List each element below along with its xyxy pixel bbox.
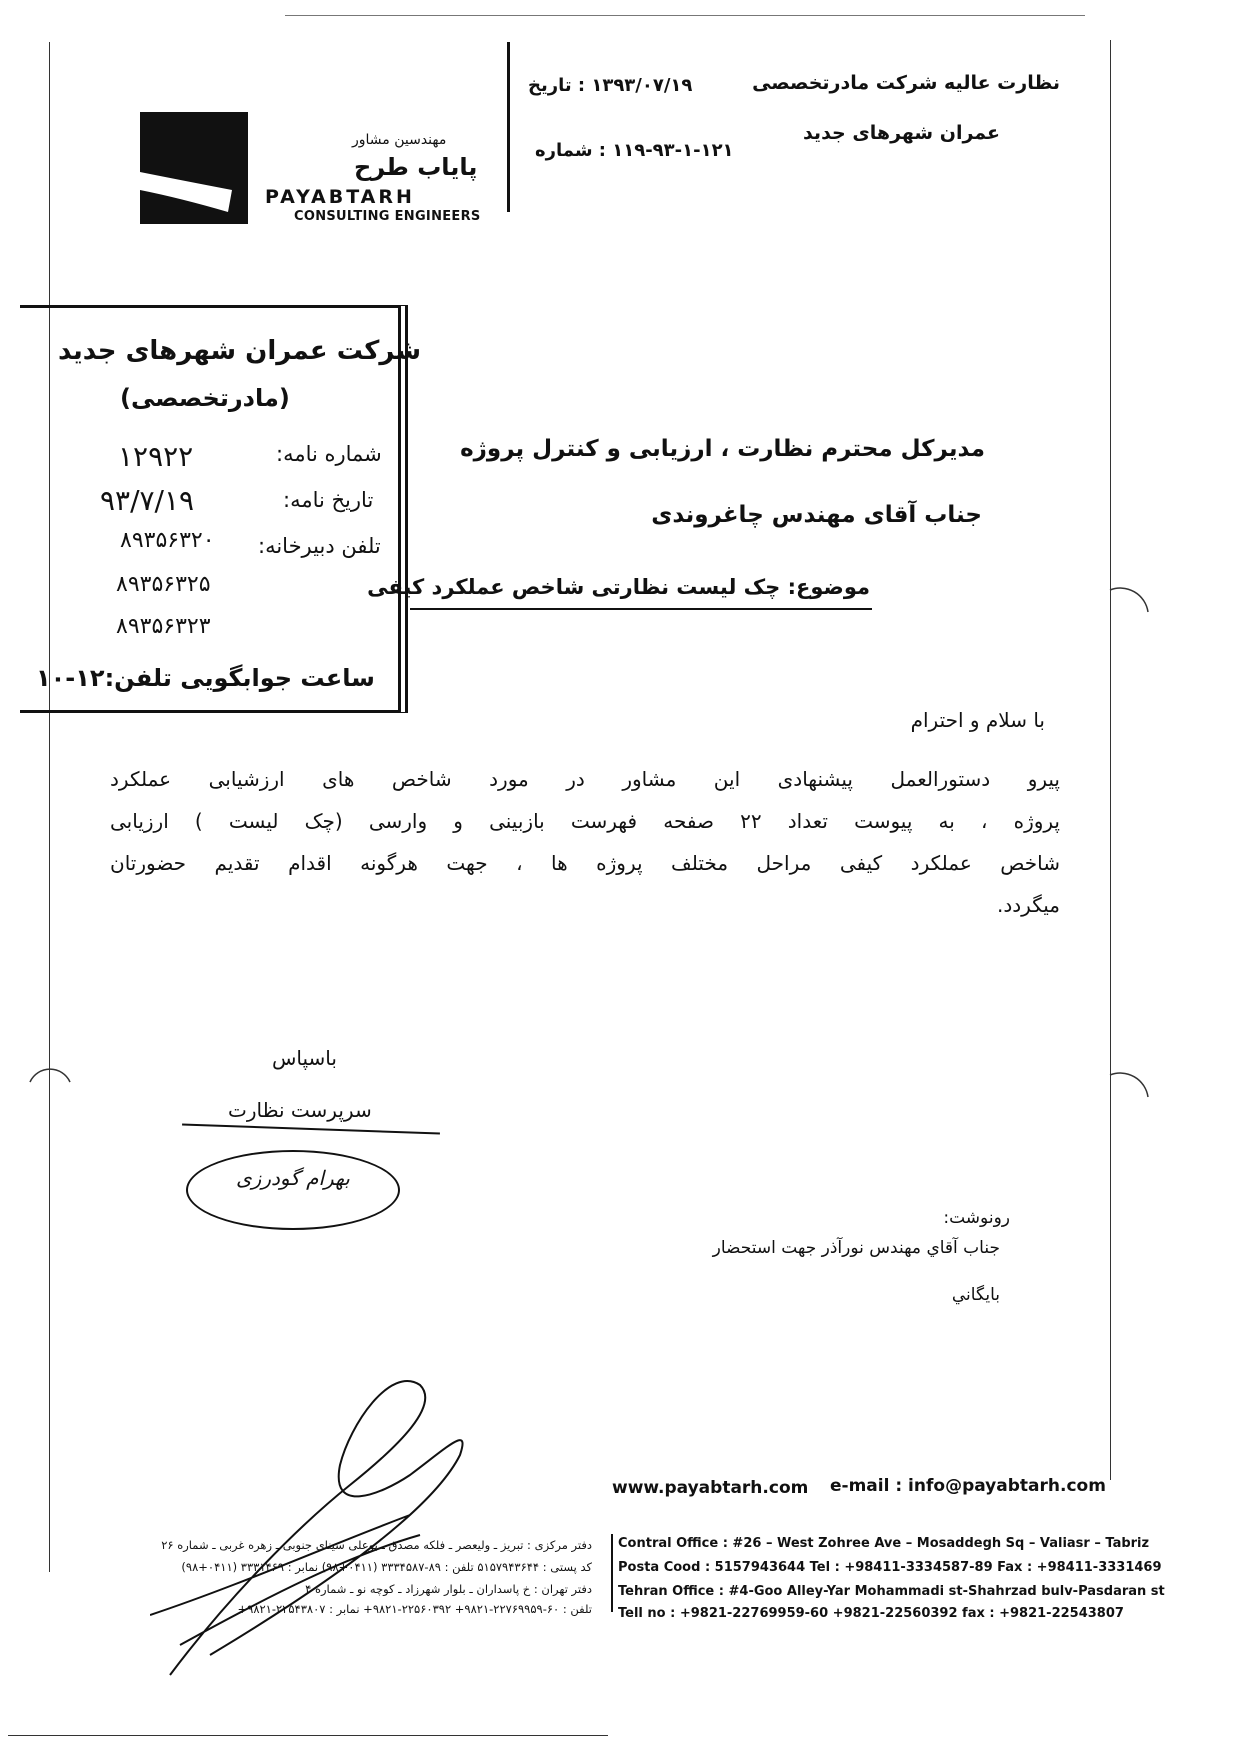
stamp-company-sub: (مادرتخصصی): [120, 384, 290, 412]
closing: باسپاس: [272, 1046, 337, 1070]
logo-consultant-label: مهندسین مشاور: [352, 132, 447, 148]
logo-name-persian: پایاب طرح: [354, 153, 478, 181]
footer-en-line-3: Tehran Office : #4-Goo Alley-Yar Mohammadi st-Shahrzad bulv-Pasdaran st: [618, 1584, 1165, 1599]
stamp-phone-3: ۸۹۳۵۶۳۲۳: [116, 614, 211, 639]
signer-title: سرپرست نظارت: [228, 1098, 372, 1122]
stamp-phone-label: تلفن دبیرخانه:: [258, 534, 381, 558]
footer-website[interactable]: www.payabtarh.com: [612, 1478, 809, 1498]
footer-en-line-2: Posta Cood : 5157943644 Tel : +98411-3334587-89 Fax : +98411-3331469: [618, 1560, 1162, 1575]
stamp-company-name: شرکت عمران شهرهای جدید: [58, 336, 422, 366]
stamp-letter-no-value: ۱۲۹۲۲: [118, 440, 194, 473]
cc-line-1: جناب آقاي مهندس نورآذر جهت استحضار: [712, 1238, 1000, 1258]
stamp-letter-no-label: شماره نامه:: [276, 442, 382, 466]
footer-email[interactable]: e-mail : info@payabtarh.com: [830, 1476, 1106, 1496]
footer-fa-line-2: کد پستی : ۵۱۵۷۹۴۳۶۴۴ تلفن : ۸۹-۳۳۳۴۵۸۷ (۰۴۱۱+۹۸) نمابر : ۳۳۳۱۴۶۹ (۰۴۱۱+۹۸): [181, 1560, 592, 1574]
header-supervision-title: نظارت عالیه شرکت مادرتخصصی: [752, 72, 1060, 94]
letter-body: [110, 758, 1060, 926]
stamp-phone-1: ۸۹۳۵۶۳۲۰: [120, 528, 215, 553]
footer-separator: [611, 1534, 613, 1612]
cc-line-2: بايگاني: [951, 1285, 1000, 1305]
header-number: ۱۱۹-۹۳-۱-۱۲۱ : شماره: [535, 140, 734, 161]
cc-label: رونوشت:: [943, 1208, 1010, 1228]
greeting: با سلام و احترام: [910, 708, 1045, 732]
footer-en-line-4: Tell no : +9821-22769959-60 +9821-22560392 fax : +9821-22543807: [618, 1606, 1124, 1621]
company-logo-mark: [140, 112, 248, 224]
stamp-letter-date-value: ۹۳/۷/۱۹: [100, 484, 195, 517]
logo-name-english: PAYABTARH: [265, 186, 415, 208]
stamp-letter-date-label: تاریخ نامه:: [283, 488, 374, 512]
logo-subtitle: CONSULTING ENGINEERS: [294, 209, 481, 224]
logo-stroke-icon: [140, 112, 248, 224]
footer-fa-line-1: دفتر مرکزی : تبریز ـ ولیعصر ـ فلکه مصدق ـ بوعلی سینای جنوبی ـ زهره غربی ـ شماره ۲۶: [161, 1538, 592, 1552]
addressee-name: جناب آقای مهندس چاغروندی: [651, 502, 982, 528]
body-line-4: میگردد.: [997, 893, 1060, 917]
body-line-3: شاخص عملکرد کیفی مراحل مختلف پروژه ها ، جهت هرگونه اقدام تقدیم حضورتان: [110, 851, 1060, 875]
header-separator: [507, 42, 510, 212]
body-line-1: پیرو دستورالعمل پیشنهادی این مشاور در مورد شاخص های ارزشیابی عملکرد: [110, 767, 1060, 791]
signature-oval: [186, 1150, 400, 1230]
signature-scribble: [150, 1365, 480, 1695]
stamp-phone-2: ۸۹۳۵۶۳۲۵: [116, 572, 211, 597]
signer-name: بهرام گودرزی: [236, 1166, 350, 1190]
letter-subject: موضوع: چک لیست نظارتی شاخص عملکرد کیفی: [367, 575, 870, 599]
header-supervision-subtitle: عمران شهرهای جدید: [802, 122, 1000, 144]
addressee-title: مدیرکل محترم نظارت ، ارزیابی و کنترل پروژه: [460, 436, 985, 462]
footer-fa-line-3: دفتر تهران : خ پاسداران ـ بلوار شهرزاد ـ کوچه نو ـ شماره ۴: [305, 1582, 592, 1596]
header-date: ۱۳۹۳/۰۷/۱۹ : تاریخ: [528, 75, 693, 96]
footer-fa-line-4: تلفن : ۶۰-۲۲۷۶۹۹۵۹-۹۸۲۱+ ۲۲۵۶۰۳۹۲-۹۸۲۱+ نمابر : ۲۲۵۴۳۸۰۷-۹۸۲۱+: [237, 1602, 592, 1616]
subject-underline: [410, 608, 872, 610]
stamp-phone-hours: ساعت جوابگویی تلفن:۱۲-۱۰: [36, 664, 375, 692]
body-line-2: پروژه ، به پیوست تعداد ۲۲ صفحه فهرست بازبینی و وارسی (چک لیست ) ارزیابی: [110, 809, 1060, 833]
footer-en-line-1: Contral Office : #26 – West Zohree Ave – Mosaddegh Sq – Valiasr – Tabriz: [618, 1536, 1150, 1551]
